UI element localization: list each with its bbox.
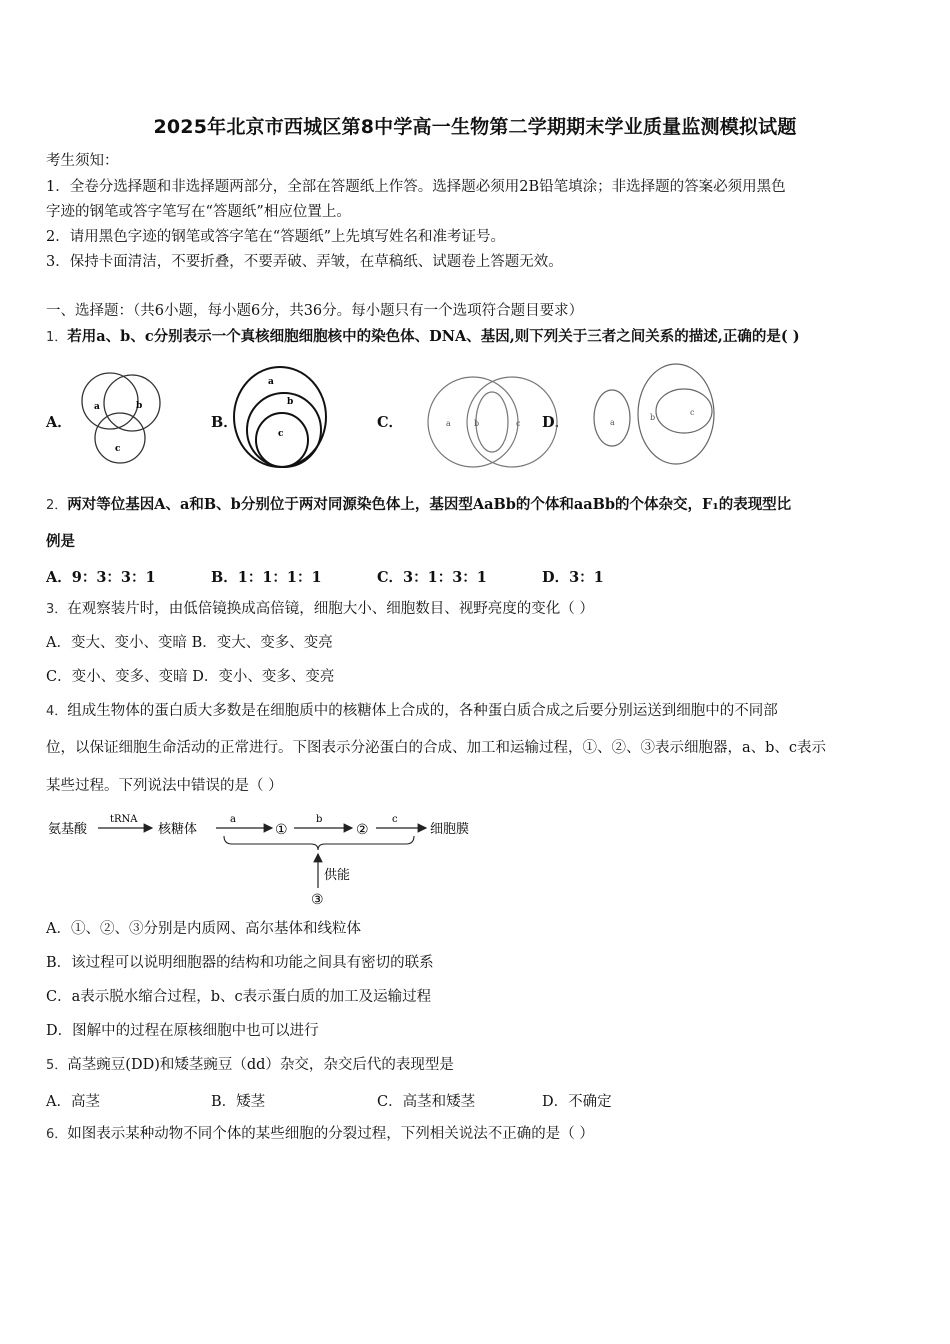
q4-option-c: C．a表示脱水缩合过程，b、c表示蛋白质的加工及运输过程 (46, 989, 432, 1005)
q2-option-a: A．9：3：3：1 (46, 569, 156, 586)
question-4-line-2: 位，以保证细胞生命活动的正常进行。下图表示分泌蛋白的合成、加工和运输过程，①、②、③表示细胞器，a、b、c表示 (46, 740, 827, 756)
diagram-a-letter-a: a (94, 402, 100, 412)
diagram-d-letter-b: b (650, 413, 656, 422)
q3-options-line-2: C．变小、变多、变暗 D．变小、变多、变亮 (46, 669, 335, 685)
question-3 (46, 599, 594, 620)
q1-option-d-label: D． (542, 414, 570, 431)
flow-ribosome: 核糖体 (158, 822, 198, 837)
flow-label-c: c (392, 814, 398, 825)
question-2-text-1: 两对等位基因A、a和B、b分别位于两对同源染色体上，基因型AaBb的个体和aaBb的个体杂交，F₁的表现型比 (67, 496, 792, 513)
diagram-b-letter-a: a (268, 377, 274, 387)
question-3-number: 3． (46, 602, 68, 617)
q1-option-c-label: C． (377, 414, 404, 431)
diagram-a-letter-b: b (136, 401, 143, 411)
question-2-line-1 (46, 495, 791, 516)
question-1 (46, 327, 800, 348)
question-5-text: 高茎豌豆(DD)和矮茎豌豆（dd）杂交，杂交后代的表现型是 (67, 1057, 454, 1073)
question-4-line-1 (46, 701, 778, 722)
diagram-c-letter-b: b (474, 419, 480, 428)
q1-diagram-c (418, 374, 558, 470)
question-4-line-3: 某些过程。下列说法中错误的是（ ） (46, 778, 283, 794)
question-4-number: 4． (46, 704, 68, 719)
diagram-a-letter-c: c (115, 444, 121, 454)
q5-option-d: D．不确定 (542, 1094, 612, 1110)
diagram-c-circle-b (476, 392, 508, 452)
q1-diagram-a (72, 363, 172, 473)
flow-organelle-3: ③ (311, 892, 324, 908)
q4-option-b: B．该过程可以说明细胞器的结构和功能之间具有密切的联系 (46, 955, 434, 971)
q1-diagram-b (232, 362, 332, 472)
flow-label-a: a (230, 814, 236, 825)
flow-organelle-1: ① (275, 822, 288, 838)
page-title: 2025年北京市西城区第8中学高一生物第二学期期末学业质量监测模拟试题 (153, 116, 797, 138)
diagram-c-letter-a: a (446, 419, 451, 428)
q2-option-c: C．3：1：3：1 (377, 569, 487, 586)
notice-item-1-line-2: 字迹的钢笔或答字笔写在“答题纸”相应位置上。 (46, 204, 351, 220)
q1-option-a-label: A． (46, 414, 72, 431)
diagram-c-letter-c: c (516, 419, 521, 428)
diagram-d-circle-c (656, 389, 712, 433)
question-6 (46, 1124, 594, 1145)
question-1-text: 若用a、b、c分别表示一个真核细胞细胞核中的染色体、DNA、基因,则下列关于三者之间关系的描述,正确的是( ) (67, 328, 800, 345)
diagram-b-circle-a (234, 367, 326, 467)
notice-item-3: 3．保持卡面清洁，不要折叠，不要弄破、弄皱，在草稿纸、试题卷上答题无效。 (46, 254, 563, 270)
question-5-number: 5． (46, 1058, 68, 1073)
q2-option-d: D．3：1 (542, 569, 604, 586)
q1-diagram-d (588, 362, 718, 470)
diagram-d-letter-a: a (610, 418, 615, 427)
q5-option-a: A．高茎 (46, 1094, 100, 1110)
q4-option-d: D．图解中的过程在原核细胞中也可以进行 (46, 1023, 319, 1039)
notice-item-1-line-1: 1．全卷分选择题和非选择题两部分，全部在答题纸上作答。选择题必须用2B铅笔填涂；非选择题的答案必须用黑色 (46, 179, 786, 195)
diagram-b-circle-c (256, 413, 308, 467)
question-2-line-2: 例是 (46, 533, 75, 550)
q3-options-line-1: A．变大、变小、变暗 B．变大、变多、变亮 (46, 635, 333, 651)
flow-label-trna: tRNA (110, 814, 138, 825)
flow-amino-acid: 氨基酸 (48, 822, 88, 837)
notice-heading: 考生须知： (46, 153, 119, 169)
question-5 (46, 1055, 454, 1076)
question-6-text: 如图表示某种动物不同个体的某些细胞的分裂过程，下列相关说法不正确的是（ ） (67, 1126, 594, 1142)
q2-option-b: B．1：1：1：1 (211, 569, 322, 586)
question-6-number: 6． (46, 1127, 68, 1142)
flow-brace (224, 836, 414, 850)
flow-organelle-2: ② (356, 822, 369, 838)
notice-item-2: 2．请用黑色字迹的钢笔或答字笔在“答题纸”上先填写姓名和准考证号。 (46, 229, 506, 245)
q4-flow-diagram (46, 810, 496, 910)
q5-option-b: B．矮茎 (211, 1094, 266, 1110)
question-3-text: 在观察装片时，由低倍镜换成高倍镜，细胞大小、细胞数目、视野亮度的变化（ ） (67, 601, 594, 617)
diagram-b-letter-c: c (278, 429, 284, 439)
diagram-a-circle-c (95, 413, 145, 463)
question-4-text-1: 组成生物体的蛋白质大多数是在细胞质中的核糖体上合成的，各种蛋白质合成之后要分别运送到细胞中的不同部 (67, 703, 778, 719)
q1-option-b-label: B． (211, 414, 238, 431)
diagram-b-letter-b: b (287, 397, 294, 407)
q5-option-c: C．高茎和矮茎 (377, 1094, 476, 1110)
diagram-c-circle-c (467, 377, 557, 467)
flow-energy-label: 供能 (324, 868, 351, 883)
q4-option-a: A．①、②、③分别是内质网、高尔基体和线粒体 (46, 921, 361, 937)
diagram-c-circle-a (428, 377, 518, 467)
section-heading: 一、选择题：（共6小题，每小题6分，共36分。每小题只有一个选项符合题目要求） (46, 303, 584, 319)
flow-cell-membrane: 细胞膜 (430, 822, 470, 837)
diagram-d-letter-c: c (690, 408, 695, 417)
question-1-number: 1． (46, 330, 68, 345)
flow-label-b: b (316, 814, 323, 825)
question-2-number: 2． (46, 498, 68, 513)
